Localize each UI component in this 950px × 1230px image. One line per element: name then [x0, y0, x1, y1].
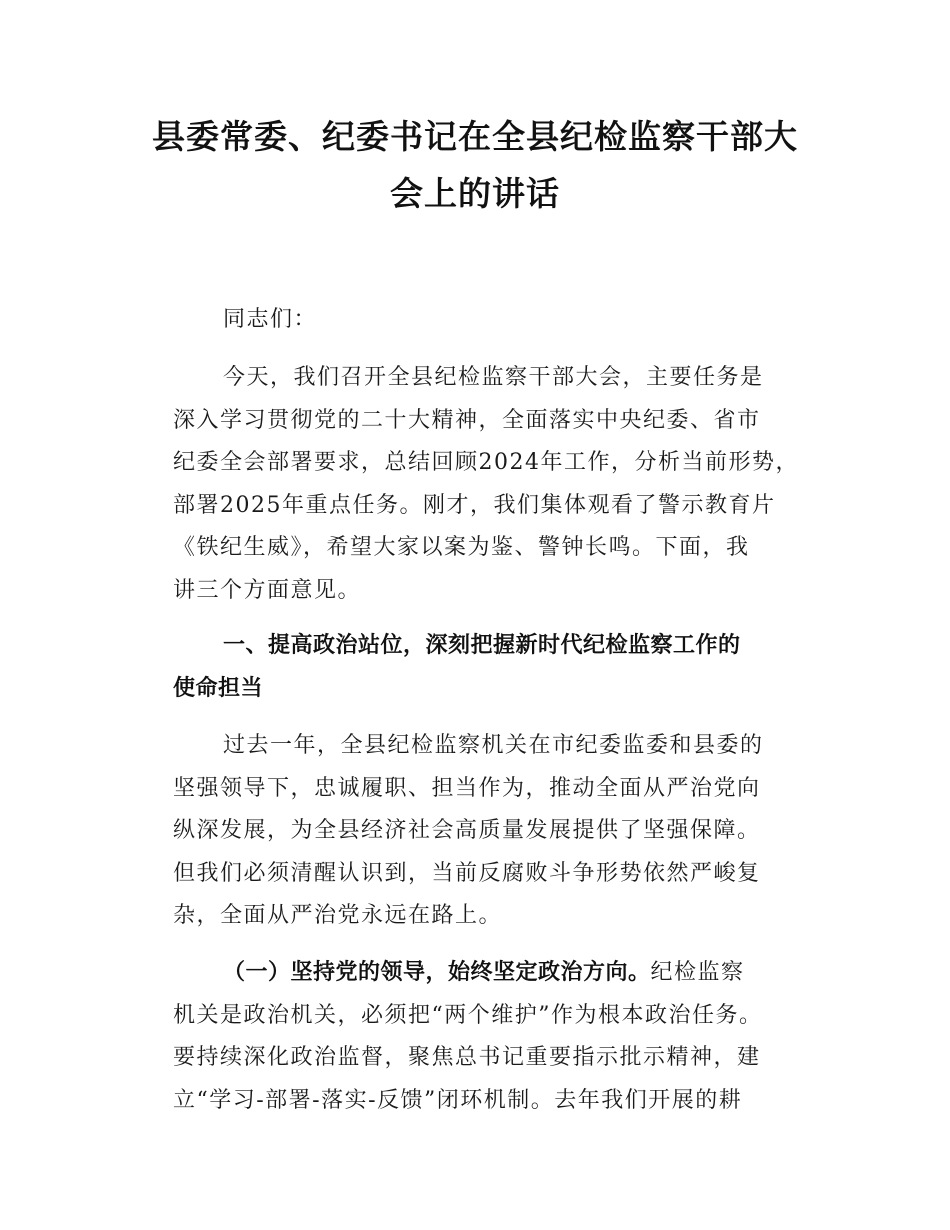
paragraph-line: 立“学习-部署-落实-反馈”闭环机制。去年我们开展的耕	[173, 1087, 743, 1113]
paragraph-line: 讲三个方面意见。	[173, 577, 362, 603]
paragraph-line: 但我们必须清醒认识到，当前反腐败斗争形势依然严峻复	[173, 860, 761, 886]
heading-line: 一、提高政治站位，深刻把握新时代纪检监察工作的	[223, 633, 741, 658]
paragraph-line: 过去一年，全县纪检监察机关在市纪委监委和县委的	[223, 733, 764, 758]
paragraph-line: 纪委全会部署要求，总结回顾2024年工作，分析当前形势，	[173, 450, 799, 475]
paragraph-intro	[173, 357, 805, 612]
document-title-line-1: 县委常委、纪委书记在全县纪检监察干部大	[152, 117, 798, 156]
paragraph-subsection-1	[173, 952, 805, 1122]
document-title-line-2: 会上的讲话	[390, 174, 560, 213]
subsection-heading: （一）坚持党的领导，始终坚定政治方向。	[223, 960, 651, 985]
paragraph-line: 部署2025年重点任务。刚才，我们集体观看了警示教育片	[173, 492, 776, 518]
paragraph-line: 坚强领导下，忠诚履职、担当作为，推动全面从严治党向	[173, 775, 761, 801]
greeting: 同志们：	[223, 307, 318, 332]
paragraph-line: 纵深发展，为全县经济社会高质量发展提供了坚强保障。	[173, 818, 761, 843]
paragraph-text: 纪检监察	[650, 960, 745, 985]
paragraph-review	[173, 725, 805, 938]
paragraph-line: 杂，全面从严治党永远在路上。	[173, 903, 503, 928]
paragraph-line: 深入学习贯彻党的二十大精神，全面落实中央纪委、省市	[173, 407, 761, 433]
paragraph-line: 《铁纪生威》，希望大家以案为鉴、警钟长鸣。下面，我	[173, 535, 750, 560]
heading-line: 使命担当	[173, 675, 264, 701]
paragraph-line: 机关是政治机关，必须把“两个维护”作为根本政治任务。	[173, 1002, 763, 1028]
paragraph-line: 要持续深化政治监督，聚焦总书记重要指示批示精神，建	[173, 1045, 761, 1070]
paragraph-line: 今天，我们召开全县纪检监察干部大会，主要任务是	[223, 365, 764, 390]
paragraph-line	[173, 952, 805, 995]
section-heading-1	[173, 625, 813, 710]
